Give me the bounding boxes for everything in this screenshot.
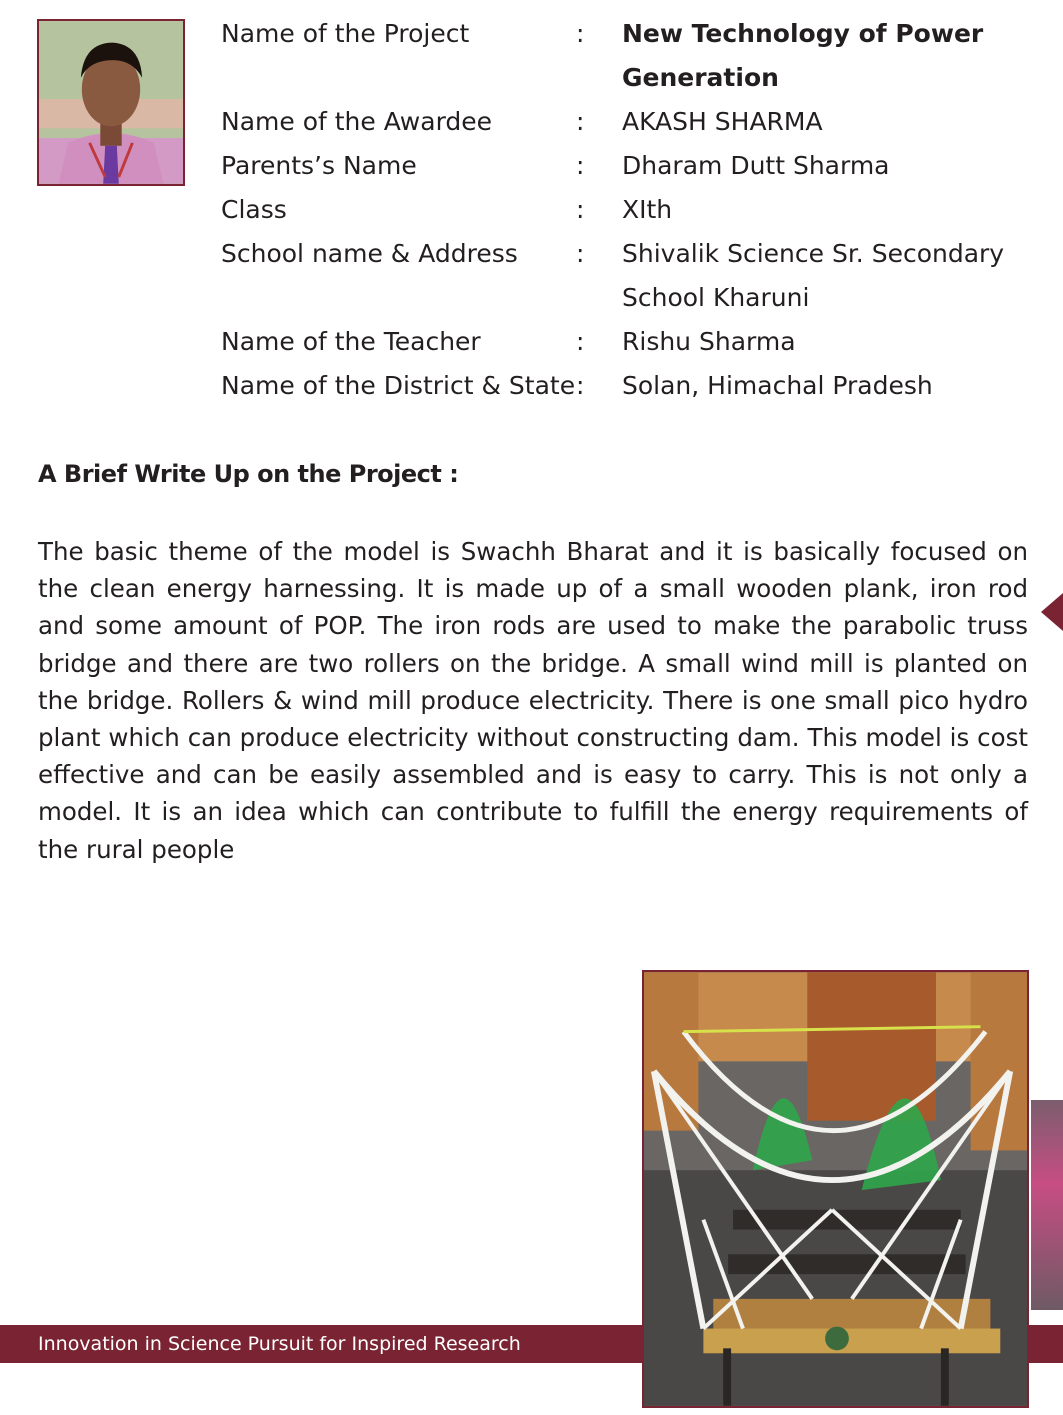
awardee-photo: [37, 19, 185, 186]
project-model-photo: [642, 970, 1029, 1408]
footer-text: Innovation in Science Pursuit for Inspired Research: [38, 1333, 521, 1355]
detail-row-class: [221, 188, 1061, 232]
bridge-model-photo-icon: [644, 972, 1027, 1406]
detail-colon: :: [576, 107, 585, 136]
detail-value: AKASH SHARMA: [622, 107, 823, 136]
detail-value: Solan, Himachal Pradesh: [622, 371, 933, 400]
detail-value: Rishu Sharma: [622, 327, 796, 356]
detail-value: Shivalik Science Sr. Secondary School Kharuni: [622, 239, 1005, 312]
detail-label: School name & Address: [221, 239, 518, 268]
detail-label: Name of the Project: [221, 19, 470, 48]
detail-value: XIth: [622, 195, 673, 224]
detail-row-project: [221, 12, 1061, 100]
detail-label: Class: [221, 195, 287, 224]
detail-label: Name of the Teacher: [221, 327, 481, 356]
detail-row-school: [221, 232, 1061, 320]
detail-row-awardee: [221, 100, 1061, 144]
detail-colon: :: [576, 327, 585, 356]
detail-colon: :: [576, 195, 585, 224]
detail-row-parents: [221, 144, 1061, 188]
writeup-heading: A Brief Write Up on the Project :: [38, 460, 459, 488]
detail-label: Parents’s Name: [221, 151, 417, 180]
detail-label: Name of the District & State: [221, 371, 576, 400]
detail-row-district: [221, 364, 1061, 408]
decorative-edge-strip: [1031, 1100, 1063, 1310]
detail-colon: :: [576, 19, 585, 48]
detail-value: New Technology of Power Generation: [622, 19, 984, 92]
detail-colon: :: [576, 151, 585, 180]
detail-colon: :: [576, 371, 585, 400]
awardee-portrait-photo-icon: [39, 21, 183, 184]
detail-value: Dharam Dutt Sharma: [622, 151, 890, 180]
detail-row-teacher: [221, 320, 1061, 364]
page-edge-arrow-icon: [1041, 593, 1063, 631]
detail-label: Name of the Awardee: [221, 107, 493, 136]
writeup-body: The basic theme of the model is Swachh Bharat and it is basically focused on the clean energy harnessing. It is made up of a small wooden plank, iron rod and some amount of POP. The iron rods are used to make the parabolic truss bridge and there are two rollers on the bridge. A small wind mill is planted on the bridge. Rollers & wind mill produce electricity. There is one small pico hydro plant which can produce electricity without constructing dam. This model is cost effective and can be easily assembled and is easy to carry. This is not only a model. It is an idea which can contribute to fulfill the energy requirements of the rural people: [38, 537, 1028, 864]
project-details: [221, 12, 1061, 408]
detail-colon: :: [576, 239, 585, 268]
